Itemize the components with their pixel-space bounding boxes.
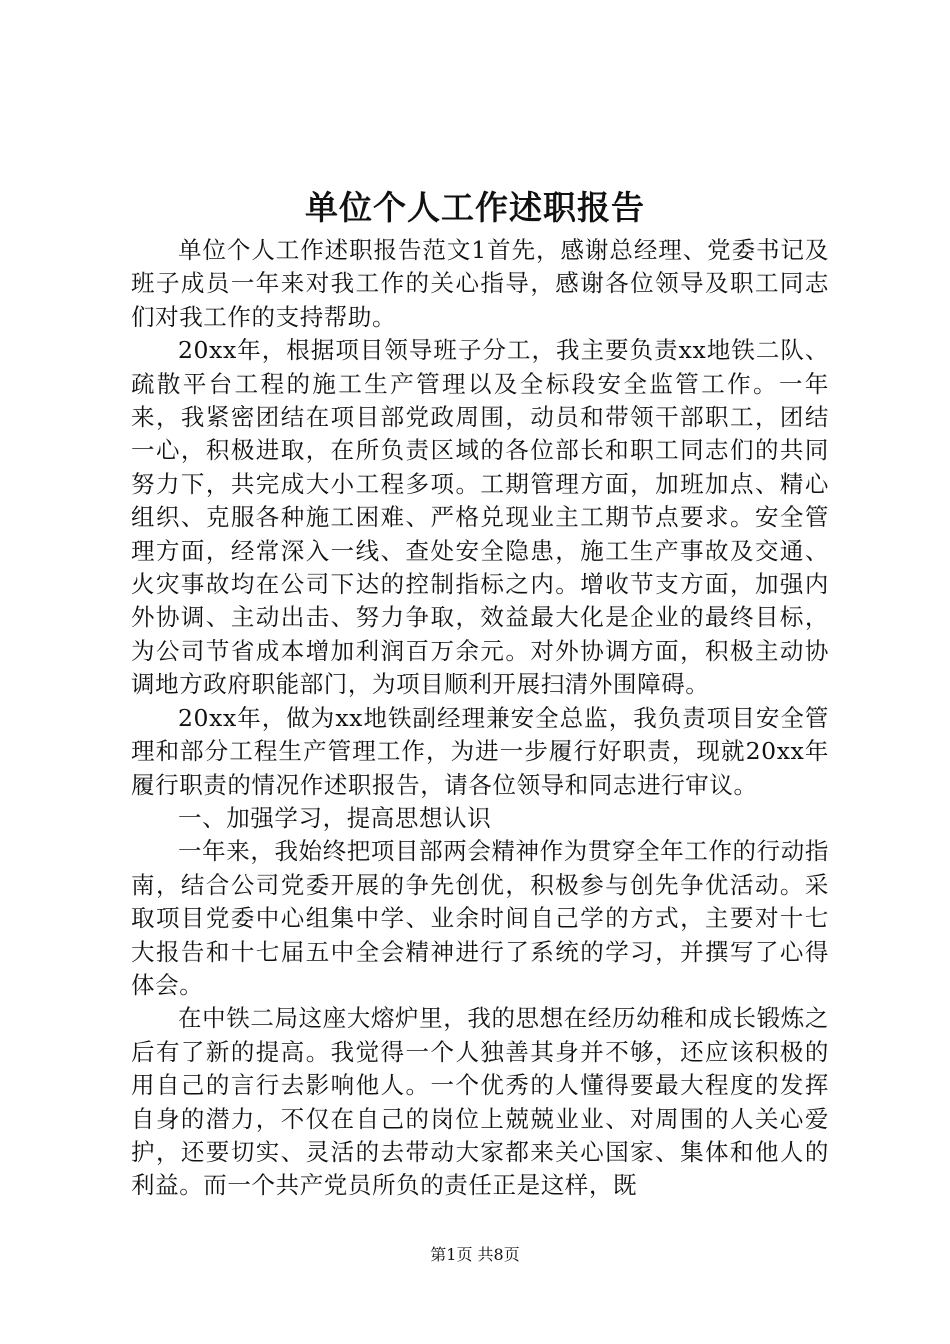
paragraph: 20xx年，根据项目领导班子分工，我主要负责xx地铁二队、疏散平台工程的施工生产管理以及全标段安全监管工作。一年来，我紧密团结在项目部党政周围，动员和带领干部职工，团结一心，积极进取，在所负责区域的各位部长和职工同志们的共同努力下，共完成大小工程多项。工期管理方面，加班加点、精心组织、克服各种施工困难、严格兑现业主工期节点要求。安全管理方面，经常深入一线、查处安全隐患，施工生产事故及交通、火灾事故均在公司下达的控制指标之内。增收节支方面，加强内外协调、主动出击、努力争取，效益最大化是企业的最终目标，为公司节省成本增加利润百万余元。对外协调方面，积极主动协调地方政府职能部门，为项目顺利开展扫清外围障碍。 xyxy=(131,336,829,699)
page-number-footer: 第1页 共8页 xyxy=(430,1245,520,1264)
paragraph: 在中铁二局这座大熔炉里，我的思想在经历幼稚和成长锻炼之后有了新的提高。我觉得一个人独善其身并不够，还应该积极的用自己的言行去影响他人。一个优秀的人懂得要最大程度的发挥自身的潜力，不仅在自己的岗位上兢兢业业、对周围的人关心爱护，还要切实、灵活的去带动大家都来关心国家、集体和他人的利益。而一个共产党员所负的责任正是这样，既 xyxy=(131,1004,829,1200)
section-heading: 一、加强学习，提高思想认识 xyxy=(178,803,492,832)
document-title: 单位个人工作述职报告 xyxy=(305,188,645,227)
paragraph: 一年来，我始终把项目部两会精神作为贯穿全年工作的行动指南，结合公司党委开展的争先创优，积极参与创先争优活动。采取项目党委中心组集中学、业余时间自己学的方式，主要对十七大报告和十七届五中全会精神进行了系统的学习，并撰写了心得体会。 xyxy=(131,837,829,999)
paragraph: 20xx年，做为xx地铁副经理兼安全总监，我负责项目安全管理和部分工程生产管理工作，为进一步履行好职责，现就20xx年履行职责的情况作述职报告，请各位领导和同志进行审议。 xyxy=(131,703,829,799)
document-body xyxy=(131,234,829,1203)
paragraph: 单位个人工作述职报告范文1首先，感谢总经理、党委书记及班子成员一年来对我工作的关心指导，感谢各位领导及职工同志们对我工作的支持帮助。 xyxy=(131,236,829,331)
